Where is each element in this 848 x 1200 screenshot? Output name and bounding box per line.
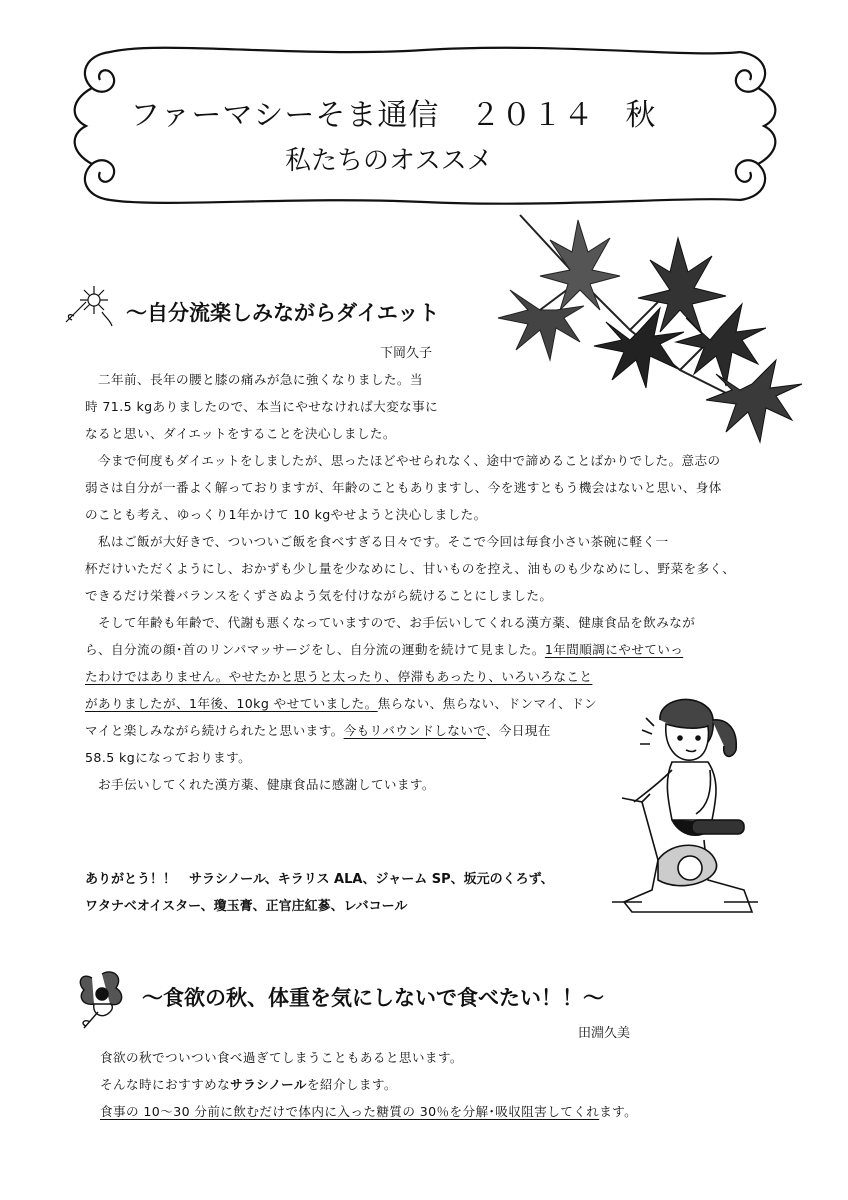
underlined-text: 食事の 10～30 分前に飲むだけで体内に入った糖質の 30％を分解･吸収阻害してくれ (100, 1104, 600, 1119)
underlined-text: 1年間順調にやせていっ (544, 642, 684, 657)
body-line: 私はご飯が大好きで、ついついご飯を食べすぎる日々です。そこで今回は毎食小さい茶碗に軽く一 (85, 534, 669, 549)
body-line: 今まで何度もダイエットをしましたが、思ったほどやせられなく、途中で諦めることばかりでした。意志の (85, 453, 721, 468)
woman-exercise-bike-illustration (612, 690, 762, 915)
thanks-line: ワタナベオイスター、瓊玉膏、正官庄紅蔘、レバコール (85, 899, 408, 914)
underlined-text: 今もリバウンドしないで (343, 723, 486, 738)
body-line (100, 1098, 637, 1125)
body-line: 杯だけいただくようにし、おかずも少し量を少なめにし、甘いものを控え、油ものも少なめにし、野菜を多く、 (85, 561, 736, 576)
article2-author: 田淵久美 (578, 1026, 631, 1041)
article2-body (100, 1044, 637, 1125)
body-line (100, 1071, 637, 1098)
article2-heading: ～食欲の秋、体重を気にしないで食べたい！！～ (142, 986, 604, 1010)
body-line: 二年前、長年の腰と膝の痛みが急に強くなりました。当 (85, 372, 423, 387)
underlined-text: たわけではありません。やせたかと思うと太ったり、停滞もあったり、いろいろなこと (85, 669, 593, 684)
body-line: お手伝いしてくれた漢方薬、健康食品に感謝しています。 (85, 777, 435, 792)
pansy-icon (72, 968, 138, 1034)
body-line: そして年齢も年齢で、代謝も悪くなっていますので、お手伝いしてくれる漢方薬、健康食品を飲みなが (85, 615, 696, 630)
article1-author: 下岡久子 (380, 346, 433, 361)
thanks-list (85, 866, 554, 920)
body-line: できるだけ栄養バランスをくずさぬよう気を付けながら続けることにしました。 (85, 588, 553, 603)
body-text: そんな時におすすめな (100, 1077, 231, 1092)
body-text: 、今日現在 (485, 723, 551, 738)
body-line (85, 636, 735, 663)
body-line (85, 663, 735, 690)
thanks-line: ありがとう！！ サラシノール、キラリス ALA、ジャーム SP、坂元のくろず、 (85, 872, 554, 887)
article1-heading: ～自分流楽しみながらダイエット (126, 301, 440, 325)
product-name: サラシノール (230, 1077, 307, 1092)
body-text: ます。 (599, 1104, 638, 1119)
body-line: のことも考え、ゆっくり1年かけて 10 kgやせようと決心しました。 (85, 507, 487, 522)
body-text: 焦らない、焦らない、ドンマイ、ドン (377, 696, 598, 711)
underlined-text: がありましたが、1年後、10kg やせていました。 (85, 696, 378, 711)
chrysanthemum-icon (62, 282, 118, 328)
body-line: 時 71.5 kgありましたので、本当にやせなければ大変な事に (85, 399, 439, 414)
body-line: 食欲の秋でついつい食べ過ぎてしまうこともあると思います。 (100, 1050, 463, 1065)
body-text: ら、自分流の顔･首のリンパマッサージをし、自分流の運動を続けて見ました。 (85, 642, 545, 657)
newsletter-title: ファーマシーそま通信 ２０１４ 秋 (130, 98, 657, 133)
body-text: を紹介します。 (306, 1077, 397, 1092)
body-line: 弱さは自分が一番よく解っておりますが、年齢のこともありますし、今を逃すともう機会はないと思い、身体 (85, 480, 722, 495)
body-line: なると思い、ダイエットをすることを決心しました。 (85, 426, 396, 441)
newsletter-subtitle: 私たちのオススメ (285, 146, 493, 176)
body-text: マイと楽しみながら続けられたと思います。 (85, 723, 344, 738)
body-line: 58.5 kgになっております。 (85, 750, 252, 765)
